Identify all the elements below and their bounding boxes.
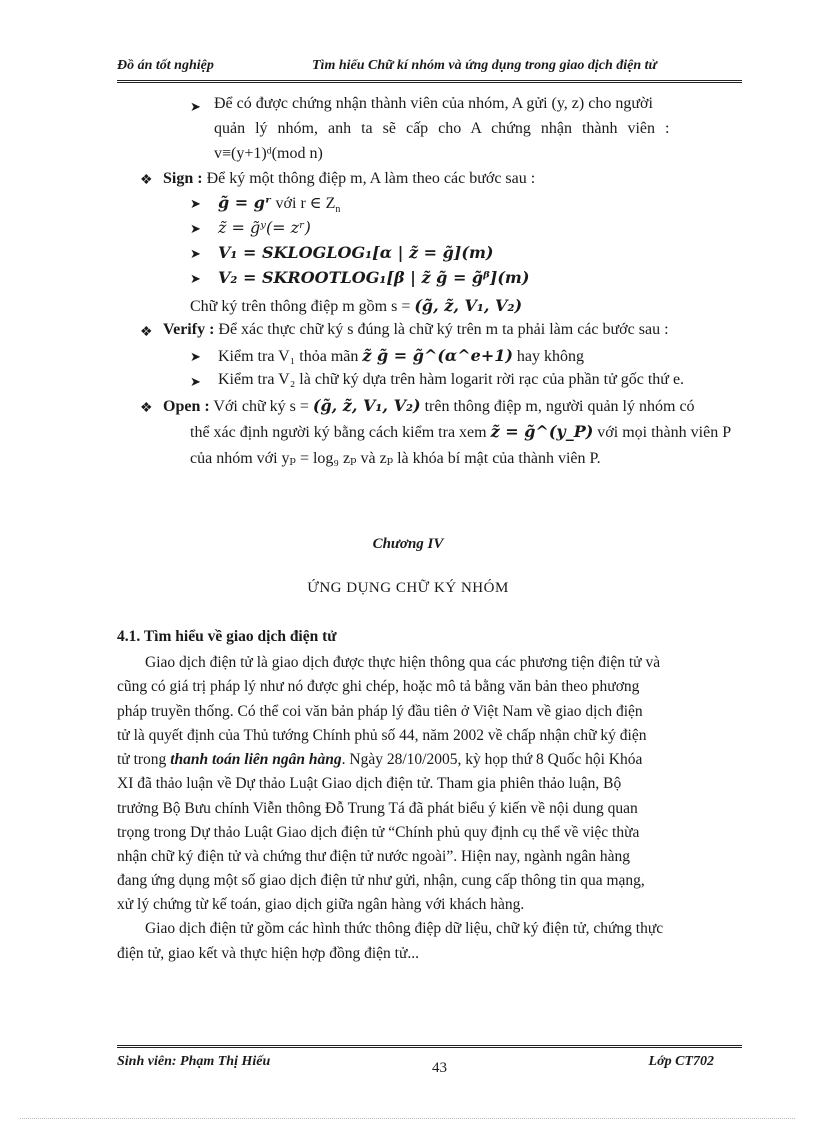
verify-label: Verify : <box>163 321 215 338</box>
arrow-bullet-icon: ➤ <box>190 271 201 286</box>
sign-step-3: V₁ = SKLOGLOG₁[α | z̃ = g̃](m) <box>218 243 494 262</box>
paragraph-line: đang ứng dụng một số giao dịch điện tử như gửi, nhận, cung cấp thông tin qua mạng, <box>117 872 645 889</box>
paragraph-line: Giao dịch điện tử gồm các hình thức thông điệp dữ liệu, chữ ký điện tử, chứng thực <box>145 920 664 937</box>
intro-line-3: v≡(y+1)ᵈ(mod n) <box>214 145 323 162</box>
page-bottom-divider <box>20 1118 795 1119</box>
paragraph-line: trưởng Bộ Bưu chính Viễn thông Đỗ Trung Tá đã phát biểu ý kiến về nội dung quan <box>117 800 638 817</box>
arrow-bullet-icon: ➤ <box>190 246 201 261</box>
paragraph-line: nhận chữ ký điện tử và chứng thư điện tử nước ngoài”. Hiện nay, ngành ngân hàng <box>117 848 630 865</box>
footer-rule <box>117 1045 742 1046</box>
arrow-bullet-icon: ➤ <box>190 349 201 364</box>
chapter-title: ỨNG DỤNG CHỮ KÝ NHÓM <box>307 580 509 596</box>
paragraph-line: cũng có giá trị pháp lý như nó được ghi chép, hoặc mô tả bằng văn bản theo phương <box>117 678 640 695</box>
paragraph-line: tử là quyết định của Thủ tướng Chính phủ số 44, năm 2002 về chấp nhận chữ ký điện <box>117 727 647 744</box>
sign-signature: Chữ ký trên thông điệp m gồm s = (g̃, z̃, V₁, V₂) <box>190 296 523 315</box>
sign-step-2: z̃ = g̃ʸ(= zʳ) <box>218 218 311 237</box>
arrow-bullet-icon: ➤ <box>190 374 201 389</box>
sign-step-4: V₂ = SKROOTLOG₁[β | z̃ g̃ = g̃ᵝ](m) <box>218 268 530 287</box>
page-header <box>117 58 742 78</box>
sign-text: Để ký một thông điệp m, A làm theo các bước sau : <box>206 170 536 187</box>
paragraph-line: Giao dịch điện tử là giao dịch được thực hiện thông qua các phương tiện điện tử và <box>145 654 661 671</box>
intro-line-2: quản lý nhóm, anh ta sẽ cấp cho A chứng nhận thành viên : <box>214 120 670 137</box>
sign-line <box>163 170 535 188</box>
header-rule <box>117 80 742 81</box>
open-line-1: Open : Với chữ ký s = (g̃, z̃, V₁, V₂) trên thông điệp m, người quản lý nhóm có <box>163 396 695 415</box>
diamond-bullet-icon: ❖ <box>140 401 152 416</box>
paragraph-line: XI đã thảo luận về Dự thảo Luật Giao dịch điện tử. Tham gia phiên thảo luận, Bộ <box>117 775 622 792</box>
diamond-bullet-icon: ❖ <box>140 325 152 340</box>
open-line-3: của nhóm với yₚ = log₉ zₚ và zₚ là khóa bí mật của thành viên P. <box>190 450 601 467</box>
verify-line <box>163 321 669 339</box>
verify-text: Để xác thực chữ ký s đúng là chữ ký trên m ta phải làm các bước sau : <box>218 321 669 338</box>
document-page: Đồ án tốt nghiệp Tìm hiểu Chữ kí nhóm và ứng dụng trong giao dịch điện tử ➤ Để có được chứng nhận thành viên của nhóm, A gửi (y, z) cho người quản lý nhóm, anh ta sẽ cấp cho A chứng nhận thành viên : v≡(y+1)ᵈ(mod n) ❖ Sign : Để ký một thông điệp m, A làm theo các bước sau : ➤ g̃ = gʳ với r ∈ $Z_n$ ➤ z̃ = g̃ʸ(= zʳ) ➤ V₁ = SKLOGLOG₁[α | z̃ = g̃](m) ➤ V₂ = SKROOTLOG₁[β | z̃ g̃ = g̃ᵝ](m) Chữ ký trên thông điệp m gồm s = (g̃, z̃, V₁, V₂) ❖ Verify : Để xác thực chữ ký s đúng là chữ ký trên m ta phải làm các bước sau : ➤ Kiểm tra V₁ thỏa mãn z̃ g̃ = g̃^(α^e+1) hay không ➤ Kiểm tra V₂ là chữ ký dựa trên hàm logarit rời rạc của phần tử gốc thứ e. ❖ Open : Với chữ ký s = (g̃, z̃, V₁, V₂) trên thông điệp m, người quản lý nhóm có thể xác định người ký bằng cách kiểm tra xem z̃ = g̃^(y_P) với mọi thành viên P của nhóm với yₚ = log₉ zₚ và zₚ là khóa bí mật của thành viên P. Chương IV ỨNG DỤNG CHỮ KÝ NHÓM 4.1. Tìm hiểu về giao dịch điện tử Giao dịch điện tử là giao dịch được thực hiện thông qua các phương tiện điện tử và cũng có giá trị pháp lý như nó được ghi chép, hoặc mô tả bằng văn bản theo phương pháp truyền thống. Có thể coi văn bản pháp lý đầu tiên ở Việt Nam về giao dịch điện tử là quyết định của Thủ tướng Chính phủ số 44, năm 2002 về chấp nhận chữ ký điện tử trong thanh toán liên ngân hàng. Ngày 28/10/2005, kỳ họp thứ 8 Quốc hội Khóa XI đã thảo luận về Dự thảo Luật Giao dịch điện tử. Tham gia phiên thảo luận, Bộ trưởng Bộ Bưu chính Viễn thông Đỗ Trung Tá đã phát biểu ý kiến về nội dung quan trọng trong Dự thảo Luật Giao dịch điện tử “Chính phủ quy định cụ thể về việc thừa nhận chữ ký điện tử và chứng thư điện tử nước ngoài”. Hiện nay, ngành ngân hàng đang ứng dụng một số giao dịch điện tử như gửi, nhận, cung cấp thông tin qua mạng, xử lý chứng từ kế toán, giao dịch giữa ngân hàng với khách hàng. Giao dịch điện tử gồm các hình thức thông điệp dữ liệu, chữ ký điện tử, chứng thực điện tử, giao kết và thực hiện hợp đồng điện tử... Sinh viên: Phạm Thị Hiếu 43 Lớp CT702 <box>0 0 816 1123</box>
paragraph-line: trọng trong Dự thảo Luật Giao dịch điện tử “Chính phủ quy định cụ thể về việc thừa <box>117 824 640 841</box>
open-label: Open : <box>163 398 210 415</box>
arrow-bullet-icon: ➤ <box>190 221 201 236</box>
paragraph-line: xử lý chứng từ kế toán, giao dịch giữa ngân hàng với khách hàng. <box>117 896 525 913</box>
header-right: Tìm hiểu Chữ kí nhóm và ứng dụng trong giao dịch điện tử <box>312 58 657 73</box>
arrow-bullet-icon: ➤ <box>190 196 201 211</box>
header-left: Đồ án tốt nghiệp <box>117 58 214 73</box>
section-heading: 4.1. Tìm hiểu về giao dịch điện tử <box>117 628 337 645</box>
paragraph-line-emphasis: tử trong thanh toán liên ngân hàng. Ngày 28/10/2005, kỳ họp thứ 8 Quốc hội Khóa <box>117 751 643 768</box>
footer-student: Sinh viên: Phạm Thị Hiếu <box>117 1054 271 1069</box>
open-line-2: thể xác định người ký bằng cách kiểm tra xem z̃ = g̃^(y_P) với mọi thành viên P <box>190 422 732 441</box>
page-footer <box>117 1050 742 1076</box>
diamond-bullet-icon: ❖ <box>140 173 152 188</box>
footer-rule-2 <box>117 1047 742 1048</box>
paragraph-line: điện tử, giao kết và thực hiện hợp đồng điện tử... <box>117 945 420 962</box>
header-rule-2 <box>117 82 742 83</box>
arrow-bullet-icon: ➤ <box>190 99 201 114</box>
verify-step-1: Kiểm tra V₁ thỏa mãn z̃ g̃ = g̃^(α^e+1) hay không <box>218 346 585 365</box>
paragraph-line: pháp truyền thống. Có thể coi văn bản pháp lý đầu tiên ở Việt Nam về giao dịch điện <box>117 703 643 720</box>
sign-label: Sign : <box>163 170 203 187</box>
footer-class: Lớp CT702 <box>648 1054 714 1069</box>
sign-step-1: g̃ = gʳ với r ∈ $Z_n$ <box>218 193 341 216</box>
page-number: 43 <box>432 1060 447 1076</box>
verify-step-2: Kiểm tra V₂ là chữ ký dựa trên hàm logarit rời rạc của phần tử gốc thứ e. <box>218 371 685 388</box>
chapter-number: Chương IV <box>372 536 444 552</box>
